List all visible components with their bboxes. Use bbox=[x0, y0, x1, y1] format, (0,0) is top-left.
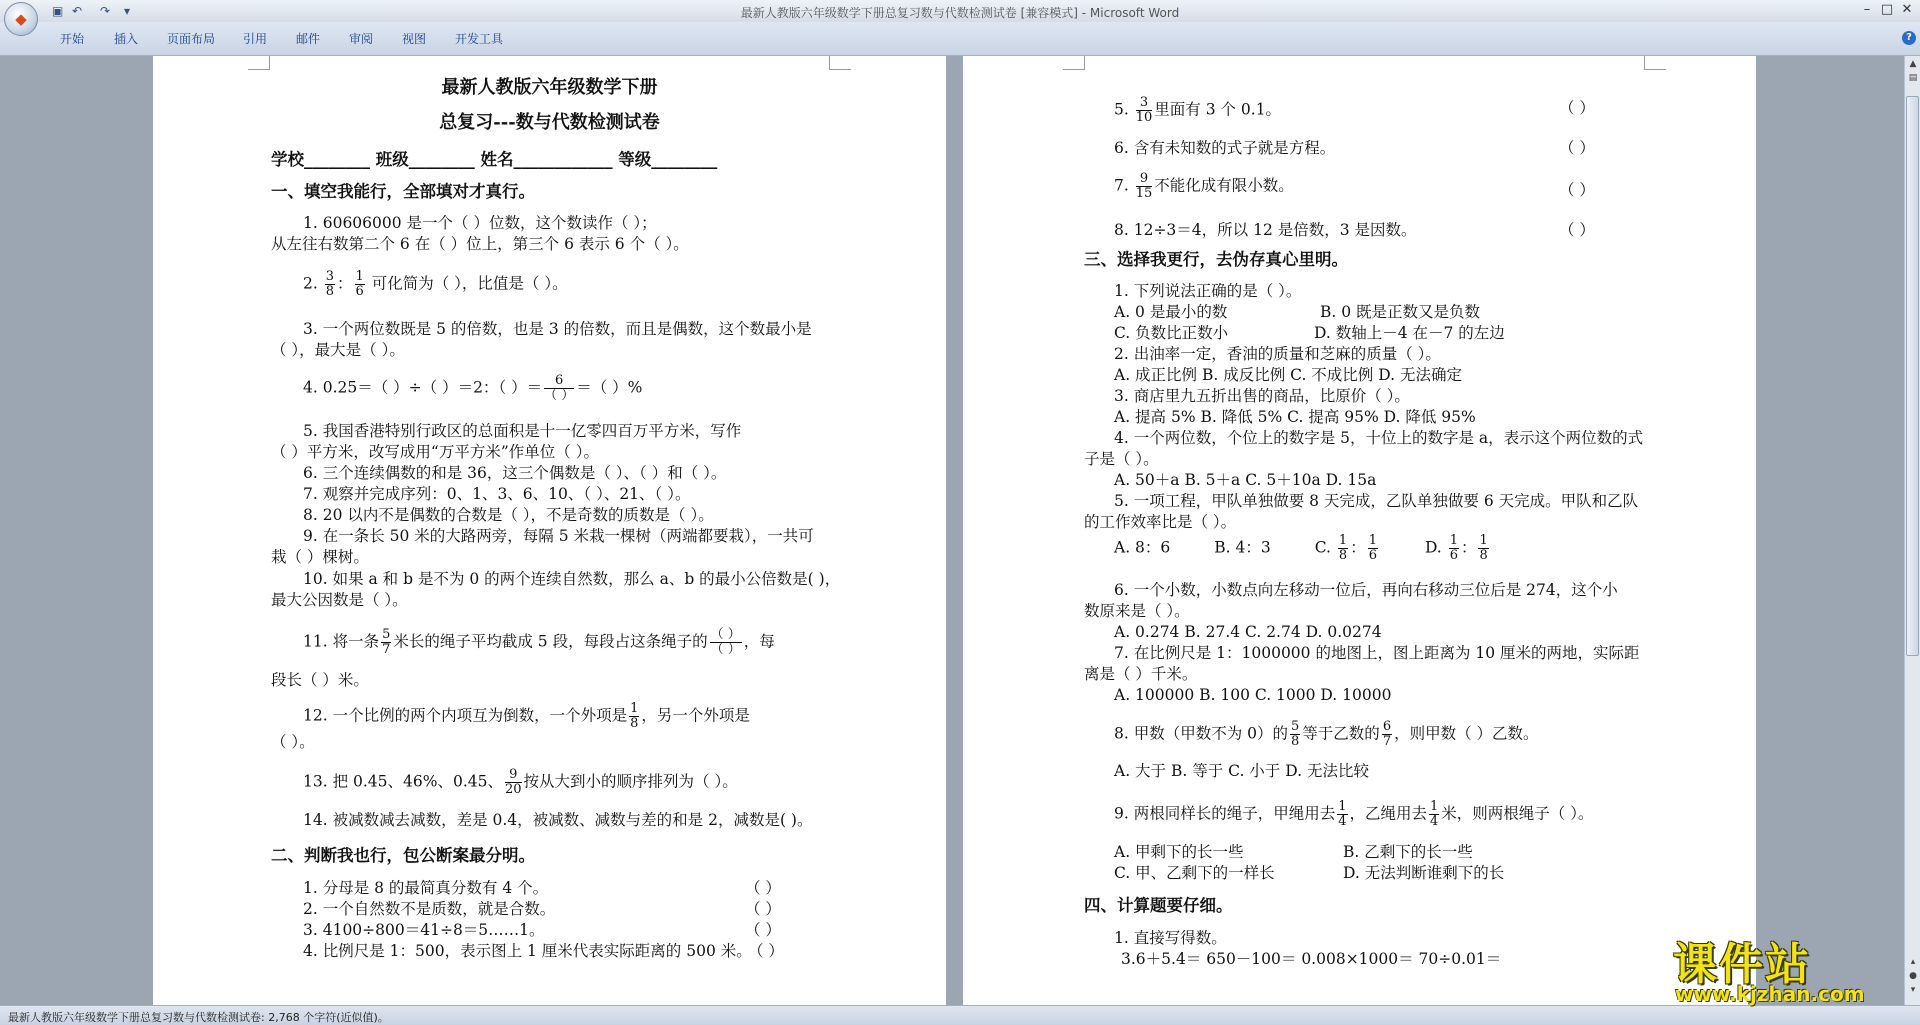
question-10: 10. 如果 a 和 b 是不为 0 的两个连续自然数，那么 a、b 的最小公倍数是( )， bbox=[303, 570, 841, 588]
choice-6-options: A. 0.274 B. 27.4 C. 2.74 D. 0.0274 bbox=[1114, 623, 1382, 641]
crop-mark bbox=[1063, 56, 1085, 70]
status-text: 最新人教版六年级数学下册总复习数与代数检测试卷: 2,768 个字符(近似值)。 bbox=[8, 1011, 389, 1024]
ribbon-tabs bbox=[0, 22, 1920, 56]
choice-9-option-c: C. 甲、乙剩下的一样长 bbox=[1114, 864, 1275, 882]
choice-4-cont: 子是（ ）。 bbox=[1084, 450, 1159, 468]
question-2: 2. $\frac{3}{8}$ ： $\frac{1}{6}$ 可化简为（ ），比值是（ ）。 bbox=[303, 269, 568, 299]
question-3-cont: （ ），最大是（ ）。 bbox=[271, 341, 405, 359]
doc-title: 最新人教版六年级数学下册 bbox=[441, 77, 658, 98]
choice-7-options: A. 100000 B. 100 C. 1000 D. 10000 bbox=[1114, 686, 1392, 704]
question-1: 1. 60606000 是一个（ ）位数，这个数读作（ ）； bbox=[303, 214, 657, 232]
close-button[interactable]: ✕ bbox=[1901, 2, 1913, 17]
question-8: 8. 20 以内不是偶数的合数是（ ），不是奇数的质数是（ ）。 bbox=[303, 506, 714, 524]
choice-7-cont: 离是（ ）千米。 bbox=[1084, 665, 1198, 683]
choice-8: 8. 甲数（甲数不为 0）的 $\frac{5}{8}$ 等于乙数的 $\frac{6}{7}$ ，则甲数（ ）乙数。 bbox=[1114, 719, 1539, 749]
choice-4-options: A. 50＋a B. 5＋a C. 5＋10a D. 15a bbox=[1114, 471, 1377, 489]
choice-2: 2. 出油率一定，香油的质量和芝麻的质量（ ）。 bbox=[1114, 345, 1441, 363]
question-5: 5. 我国香港特别行政区的总面积是十一亿零四百万平方米，写作 bbox=[303, 422, 742, 440]
minimize-button[interactable]: – bbox=[1863, 2, 1871, 17]
judge-1: 1. 分母是 8 的最简真分数有 4 个。 bbox=[303, 879, 549, 897]
tab-view[interactable]: 视图 bbox=[402, 32, 427, 46]
question-3: 3. 一个两位数既是 5 的倍数，也是 3 的倍数，而且是偶数，这个数最小是 bbox=[303, 320, 812, 338]
judge-8: 8. 12÷3＝4，所以 12 是倍数，3 是因数。 bbox=[1114, 221, 1417, 239]
choice-1-option-b: B. 0 既是正数又是负数 bbox=[1320, 303, 1481, 321]
redo-icon[interactable]: ↷ bbox=[100, 4, 111, 18]
section-1-heading: 一、填空我能行，全部填对才真行。 bbox=[271, 182, 535, 201]
answer-blank: （ ） bbox=[745, 900, 781, 918]
undo-icon[interactable]: ↶ bbox=[72, 4, 83, 18]
save-icon[interactable]: ▣ bbox=[52, 4, 64, 18]
section-3-heading: 三、选择我更行，去伪存真心里明。 bbox=[1084, 250, 1348, 269]
watermark-url: www.kjzhan.com bbox=[1675, 982, 1865, 1006]
question-1-cont: 从左往右数第二个 6 在（ ）位上，第三个 6 表示 6 个（ ）。 bbox=[271, 235, 689, 253]
student-info-line: 学校________ 班级________ 姓名____________ 等级________ bbox=[271, 150, 718, 169]
ruler-toggle-icon[interactable]: ▤ bbox=[1908, 73, 1918, 83]
help-icon[interactable]: ? bbox=[1902, 31, 1916, 45]
tab-references[interactable]: 引用 bbox=[243, 32, 268, 46]
previous-page-icon[interactable]: ▴ bbox=[1910, 957, 1916, 967]
question-14: 14. 被减数减去减数，差是 0.4，被减数、减数与差的和是 2，减数是( )。 bbox=[303, 811, 813, 829]
question-9-cont: 栽（ ）棵树。 bbox=[271, 548, 369, 566]
choice-7: 7. 在比例尺是 1：1000000 的地图上，图上距离为 10 厘米的两地，实际距 bbox=[1114, 644, 1640, 662]
calc-1-items: 3.6＋5.4＝ 650－100＝ 0.008×1000＝ 70÷0.01＝ bbox=[1121, 950, 1502, 968]
crop-mark bbox=[1644, 56, 1666, 70]
choice-1: 1. 下列说法正确的是（ ）。 bbox=[1114, 282, 1302, 300]
question-9: 9. 在一条长 50 米的大路两旁，每隔 5 米栽一棵树（两端都要栽），一共可 bbox=[303, 527, 814, 545]
tab-home[interactable]: 开始 bbox=[60, 32, 85, 46]
status-bar bbox=[0, 1005, 1920, 1025]
customize-quick-access-icon[interactable]: ▾ bbox=[124, 4, 131, 18]
question-11: 11. 将一条 $\frac{5}{7}$ 米长的绳子平均截成 5 段，每段占这条绳子的 $\frac{( )}{( )}$ ，每 bbox=[303, 627, 775, 657]
office-button-icon[interactable]: ◆ bbox=[4, 2, 38, 36]
judge-5: 5. $\frac{3}{10}$ 里面有 3 个 0.1。 bbox=[1114, 95, 1282, 125]
judge-4: 4. 比例尺是 1：500，表示图上 1 厘米代表实际距离的 500 米。 bbox=[303, 942, 752, 960]
section-2-heading: 二、判断我也行，包公断案最分明。 bbox=[271, 846, 535, 865]
judge-7: 7. $\frac{9}{15}$ 不能化成有限小数。 bbox=[1114, 171, 1294, 201]
choice-9-option-b: B. 乙剩下的长一些 bbox=[1343, 843, 1473, 861]
choice-3-options: A. 提高 5% B. 降低 5% C. 提高 95% D. 降低 95% bbox=[1114, 408, 1476, 426]
question-13: 13. 把 0.45、46%、0.45、 $\frac{9}{20}$ 按从大到小的顺序排列为（ ）。 bbox=[303, 767, 738, 797]
document-page-2[interactable] bbox=[963, 56, 1756, 1005]
answer-blank: （ ） bbox=[1559, 99, 1595, 117]
choice-4: 4. 一个两位数，个位上的数字是 5，十位上的数字是 a，表示这个两位数的式 bbox=[1114, 429, 1644, 447]
next-page-icon[interactable]: ▾ bbox=[1910, 985, 1916, 995]
tab-mailings[interactable]: 邮件 bbox=[296, 32, 321, 46]
question-11-cont: 段长（ ）米。 bbox=[271, 671, 369, 689]
tab-insert[interactable]: 插入 bbox=[114, 32, 139, 46]
watermark-title: 课件站 bbox=[1673, 939, 1811, 990]
question-4: 4. 0.25＝（ ）÷（ ）＝2：（ ）＝ $\frac{6}{( )}$ ＝（ ）% bbox=[303, 373, 643, 403]
answer-blank: （ ） bbox=[1559, 139, 1595, 157]
document-workspace bbox=[0, 56, 1920, 1005]
choice-8-options: A. 大于 B. 等于 C. 小于 D. 无法比较 bbox=[1114, 762, 1369, 780]
answer-blank: （ ） bbox=[748, 942, 784, 960]
judge-2: 2. 一个自然数不是质数，就是合数。 bbox=[303, 900, 556, 918]
document-page-1[interactable] bbox=[153, 56, 946, 1005]
judge-6: 6. 含有未知数的式子就是方程。 bbox=[1114, 139, 1336, 157]
question-7: 7. 观察并完成序列：0、1、3、6、10、（ ）、21、（ ）。 bbox=[303, 485, 691, 503]
choice-9: 9. 两根同样长的绳子，甲绳用去 $\frac{1}{4}$ ，乙绳用去 $\frac{1}{4}$ 米，则两根绳子（ ）。 bbox=[1114, 799, 1594, 829]
doc-subtitle: 总复习---数与代数检测试卷 bbox=[439, 112, 660, 133]
choice-9-option-d: D. 无法判断谁剩下的长 bbox=[1343, 864, 1505, 882]
section-4-heading: 四、计算题要仔细。 bbox=[1084, 896, 1233, 915]
window-title: 最新人教版六年级数学下册总复习数与代数检测试卷 [兼容模式] - Microsoft Word bbox=[740, 6, 1180, 20]
answer-blank: （ ） bbox=[745, 879, 781, 897]
crop-mark bbox=[248, 56, 270, 70]
question-10-cont: 最大公因数是（ ）。 bbox=[271, 591, 408, 609]
answer-blank: （ ） bbox=[1559, 181, 1595, 199]
choice-2-options: A. 成正比例 B. 成反比例 C. 不成比例 D. 无法确定 bbox=[1114, 366, 1462, 384]
maximize-button[interactable]: □ bbox=[1880, 2, 1894, 17]
title-bar bbox=[0, 0, 1920, 22]
choice-5-cont: 的工作效率比是（ ）。 bbox=[1084, 513, 1237, 531]
vertical-scrollbar[interactable] bbox=[1904, 56, 1920, 1005]
calc-1: 1. 直接写得数。 bbox=[1114, 929, 1227, 947]
question-6: 6. 三个连续偶数的和是 36，这三个偶数是（ ）、（ ）和（ ）。 bbox=[303, 464, 727, 482]
question-5-cont: （ ）平方米，改写成用“万平方米”作单位（ ）。 bbox=[271, 443, 599, 461]
question-12: 12. 一个比例的两个内项互为倒数，一个外项是 $\frac{1}{8}$ ，另一个外项是 bbox=[303, 701, 750, 731]
answer-blank: （ ） bbox=[1559, 221, 1595, 239]
tab-page-layout[interactable]: 页面布局 bbox=[167, 32, 216, 46]
choice-9-option-a: A. 甲剩下的长一些 bbox=[1114, 843, 1244, 861]
choice-1-option-d: D. 数轴上－4 在－7 的左边 bbox=[1314, 324, 1505, 342]
tab-review[interactable]: 审阅 bbox=[349, 32, 374, 46]
choice-5: 5. 一项工程，甲队单独做要 8 天完成，乙队单独做要 6 天完成。甲队和乙队 bbox=[1114, 492, 1639, 510]
question-12-cont: （ ）。 bbox=[271, 733, 315, 751]
select-browse-object-icon[interactable]: ● bbox=[1909, 971, 1917, 981]
choice-5-options: A. 8：6 B. 4：3 C. $\frac{1}{8}$ ： $\frac{1}{6}$ D. $\frac{1}{6}$ ： $\frac{1}{8}$ bbox=[1114, 533, 1488, 563]
choice-6: 6. 一个小数，小数点向左移动一位后，再向右移动三位后是 274，这个小 bbox=[1114, 581, 1618, 599]
answer-blank: （ ） bbox=[745, 921, 781, 939]
scrollbar-thumb[interactable] bbox=[1906, 96, 1919, 656]
watermark-logo bbox=[1665, 928, 1905, 1008]
choice-1-option-c: C. 负数比正数小 bbox=[1114, 324, 1229, 342]
choice-3: 3. 商店里九五折出售的商品，比原价（ ）。 bbox=[1114, 387, 1410, 405]
choice-6-cont: 数原来是（ ）。 bbox=[1084, 602, 1190, 620]
tab-developer[interactable]: 开发工具 bbox=[455, 32, 504, 46]
scroll-up-icon[interactable]: ▲ bbox=[1909, 59, 1917, 69]
judge-3: 3. 4100÷800＝41÷8＝5……1。 bbox=[303, 921, 545, 939]
crop-mark bbox=[829, 56, 851, 70]
choice-1-option-a: A. 0 是最小的数 bbox=[1114, 303, 1228, 321]
